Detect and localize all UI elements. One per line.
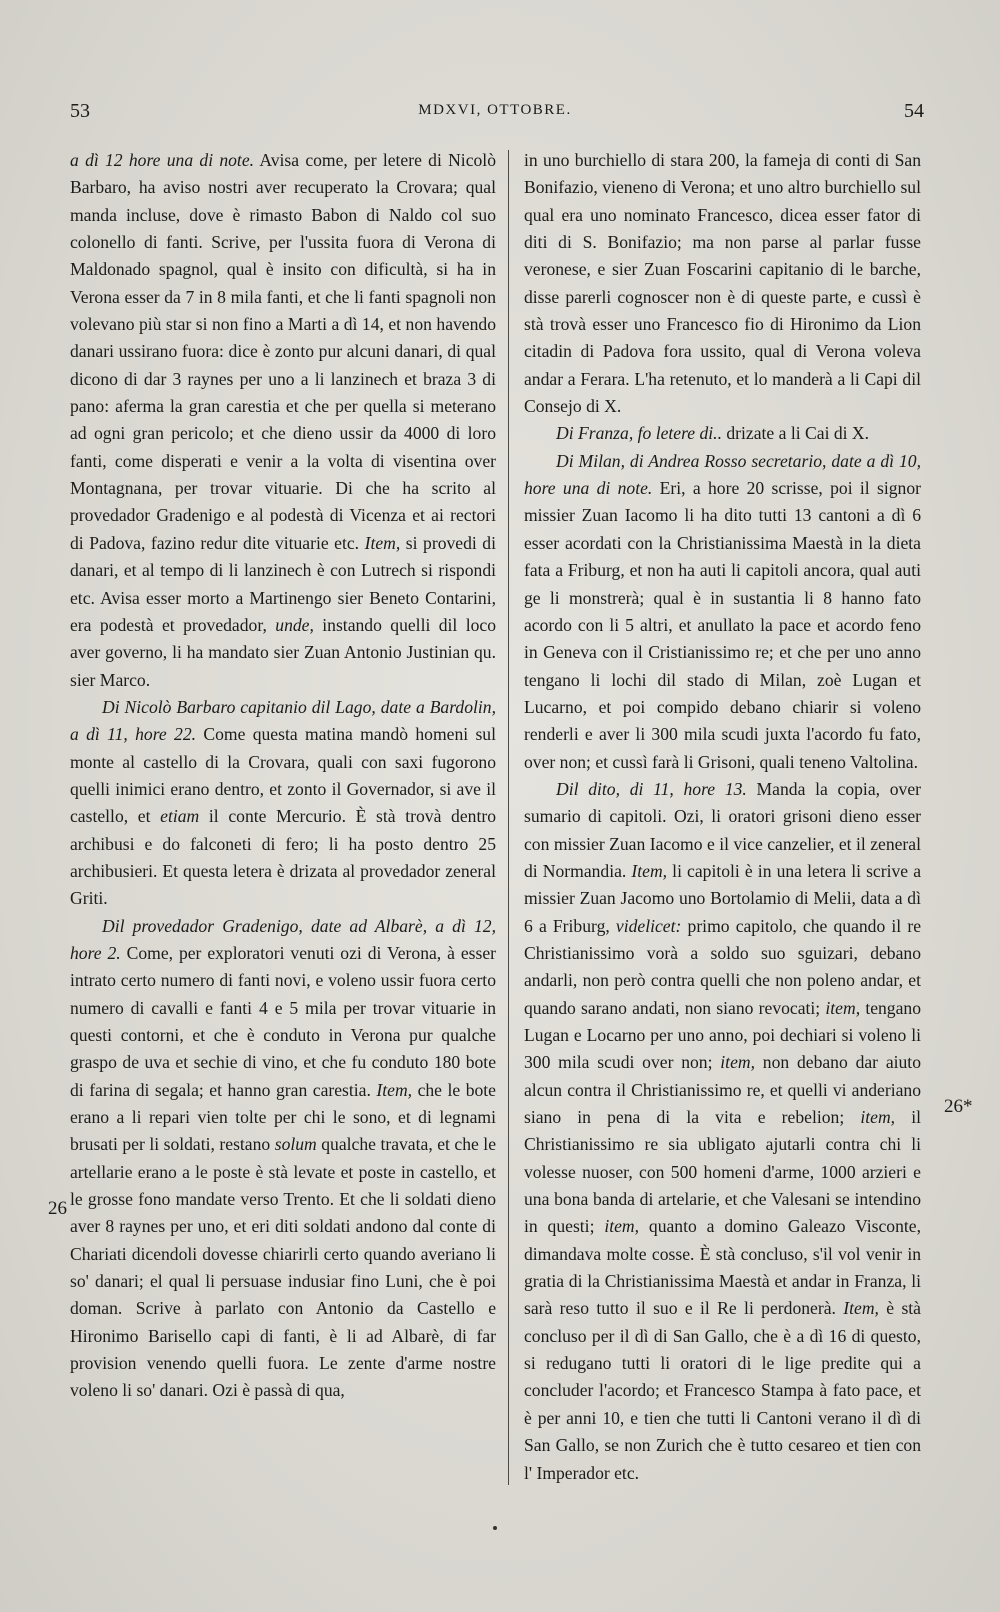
body-text: che le bote erano a li repari vien tolte per chi le sono, et di legnami brusati per li soldati, restano xyxy=(70,1079,496,1155)
paragraph xyxy=(524,448,921,776)
body-text: Come, per exploratori venuti ozi di Verona, à esser intrato certo numero di fanti novi, e voleno ussir fuora certo numero di cavalli e fanti 4 e 5 mila per trovar vituarie in questi contorni, et che è conduto in Verona pur qualche graspo de uva et sechie di vino, et che fu conduto 180 bote di farina di segala; et hanno gran carestia. xyxy=(70,942,496,1100)
italic-text: Item, xyxy=(376,1079,413,1100)
paragraph xyxy=(70,913,496,1405)
paragraph xyxy=(524,420,921,447)
italic-text: Di Franza, fo letere di.. xyxy=(556,423,722,444)
left-text-column xyxy=(70,147,496,1405)
paragraph xyxy=(524,147,921,420)
italic-text: unde, xyxy=(275,614,314,635)
italic-text: item, xyxy=(720,1052,755,1073)
margin-number-right: 26* xyxy=(944,1096,973,1117)
page-header xyxy=(70,100,924,128)
body-text: qualche travata, et che le artellarie erano a le poste è stà levate et poste in castello, et le grosse fono mandate verso Trento. Et che li soldati dieno aver 8 raynes per uno, et eri diti soldati andono dal conte di Chariati dicendoli dovesse chiarirli certo quando averiano li so' danari; el qual li persuase indusiar fino Luni, che è poi doman. Scrive à parlato con Antonio da Castello e Hironimo Barisello capi di fanti, è li ad Albarè, di far provision venendo quelli fuora. Le zente d'arme nostre voleno li so' danari. Ozi è passà di qua, xyxy=(70,1134,496,1401)
body-text: non debano dar aiuto alcun contra il Christianissimo re, et quelli vi anderiano siano in pena di la vita e rebelion; xyxy=(524,1052,921,1128)
body-text: Avisa come, per letere di Nicolò Barbaro, ha aviso nostri aver recuperato la Crovara; qual manda incluse, dove è rimasto Babon di Naldo col suo colonello di fanti. Scrive, per l'ussita fuora di Verona di Maldonado spagnol, qual è insito con dificultà, si ha in Verona esser da 7 in 8 mila fanti, et che li fanti spagnoli non volevano più star si non fino a Marti a dì 14, et non havendo danari ussirano fuora: dice è zonto pur alcuni danari, di qual dicono di dar 3 raynes per uno a li lanzinech et braza 3 di pano: aferma la gran carestia et che per quella si meterano ad ogni gran pericolo; et che dieno ussir da 4000 di loro fanti, come disperati e venir a la volta di visentina over Montagnana, per trovar vituarie. Di che ha scrito al provedador Gradenigo e al podestà di Vicenza et ai rectori di Padova, fazino redur dite vituarie etc. xyxy=(70,150,496,553)
column-divider xyxy=(508,150,509,1485)
right-text-column xyxy=(524,147,921,1487)
body-text: il Christianissimo re sia ubligato ajutarli contra chi li volesse nuoser, con 500 homeni d'arme, 1000 arzieri e una bona banda di artelarie, et che Valesani se intendino in questi; xyxy=(524,1107,921,1237)
italic-text: item, xyxy=(860,1107,896,1128)
italic-text: videlicet: xyxy=(615,915,682,936)
italic-text: Di Milan, di Andrea Rosso secretario, date a dì 10, hore una di note. xyxy=(524,450,921,499)
body-text: Eri, a hore 20 scrisse, poi il signor missier Zuan Iacomo li ha dito tutti 13 cantoni a dì 6 esser acordati con la Christianissima Maestà in la dieta fata a Friburg, et non ha auti li capitoli ancora, qual auti ge li monstrerà; qual è in sustantia li 8 hanno fato acordo con li 5 altri, et anullato la pace et acordo feno in Geneva con il Cristianissimo re; et che per uno anno tengano li lochi dil stado di Milan, zoè Lugan et Lucarno, et poi compido debano chiarir si voleno renderli e aver li 300 mila scudi juxta l'acordo fu fato, over non; et cussì farà li Grisoni, quali teneno Valtolina. xyxy=(524,478,921,772)
running-title: MDXVI, OTTOBRE. xyxy=(418,102,572,118)
italic-text: Di Nicolò Barbaro capitanio dil Lago, date a Bardolin, a dì 11, hore 22. xyxy=(70,696,496,745)
page-number-right: 54 xyxy=(904,100,924,122)
body-text: tengano Lugan e Locarno per uno anno, poi dechiari si voleno li 300 mila scudi over non; xyxy=(524,997,922,1073)
page-number-left: 53 xyxy=(70,100,90,122)
body-text: il conte Mercurio. È stà trovà dentro archibusi e do falconeti di fero; li ha posto dentro 25 archibusieri. Et questa letera è drizata al provedador zeneral Griti. xyxy=(70,806,496,909)
body-text: Come questa matina mandò homeni sul monte al castello di la Crovara, quali con saxi fugorono quelli inimici erano dentro, et zonto il Governador, si ave il castello, et xyxy=(70,724,496,827)
margin-number-left: 26 xyxy=(48,1198,67,1219)
italic-text: etiam xyxy=(160,806,200,827)
italic-text: item, xyxy=(825,997,861,1018)
italic-text: a dì 12 hore una di note. xyxy=(70,150,255,170)
body-text: in uno burchiello di stara 200, la fameja di conti di San Bonifazio, vieneno di Verona; et uno altro burchiello sul qual era uno nominato Francesco, dicea esser fator di diti di S. Bonifazio; ma non parse al parlar fusse veronese, e sier Zuan Foscarini capitanio di le barche, disse parerli cognoscer non è di queste parte, e cussì è stà trovà esser uno Francesco fio di Hironimo da Lion citadin di Padova fora ussito, qual di Verona voleva andar a Ferara. L'ha retenuto, et lo manderà a li Capi dil Consejo di X. xyxy=(524,150,921,417)
paragraph xyxy=(70,694,496,913)
body-text: li capitoli è in una letera li scrive a missier Zuan Jacomo uno Bortolamio di Melii, data a dì 6 a Friburg, xyxy=(524,860,921,936)
body-text: si provedi di danari, et al tempo di li lanzinech è con Lutrech si rispondi etc. Avisa esser morto a Martinengo sier Beneto Contarini, era podestà et provedador, xyxy=(70,532,496,635)
printer-mark xyxy=(493,1526,497,1530)
body-text: è stà concluso per il dì di San Gallo, che è a dì 16 di questo, si redugano tutti li oratori di le lige predite qui a concluder l'acordo; et Francesco Stampa à fato pace, et è per anni 10, e tien che tutti li Cantoni verano il dì di San Gallo, se non Zurich che è tutto cesareo et tien con l' Imperador etc. xyxy=(524,1298,921,1483)
body-text: primo capitolo, che quando il re Christianissimo vorà a soldo suo sguizari, debano andarli, non però contra quelli che non poleno andar, et quando sarano andati, non siano revocati; xyxy=(524,915,922,1018)
italic-text: Item, xyxy=(631,860,668,881)
italic-text: Dil dito, di 11, hore 13. xyxy=(556,778,747,799)
italic-text: Item, xyxy=(364,532,401,553)
italic-text: Dil provedador Gradenigo, date ad Albarè, a dì 12, hore 2. xyxy=(70,915,496,963)
body-text: instando quelli dil loco aver governo, li ha mandato sier Zuan Antonio Justinian qu. sier Marco. xyxy=(70,614,496,690)
italic-text: item, xyxy=(604,1216,640,1237)
italic-text: solum xyxy=(274,1134,317,1155)
body-text: drizate a li Cai di X. xyxy=(721,423,870,444)
paragraph xyxy=(524,776,921,1487)
italic-text: Item, xyxy=(843,1298,879,1319)
paragraph xyxy=(70,147,496,694)
body-text: quanto a domino Galeazo Visconte, dimandava molte cosse. È stà concluso, s'il vol venir in gratia di la Christianissima Maestà et andar in Franza, li sarà reso tutto il suo e il Re li perdonerà. xyxy=(524,1216,921,1319)
body-text: Manda la copia, over sumario di capitoli. Ozi, li oratori grisoni dieno esser con missier Zuan Iacomo e il vice canzelier, et il zeneral di Normandia. xyxy=(524,778,922,881)
